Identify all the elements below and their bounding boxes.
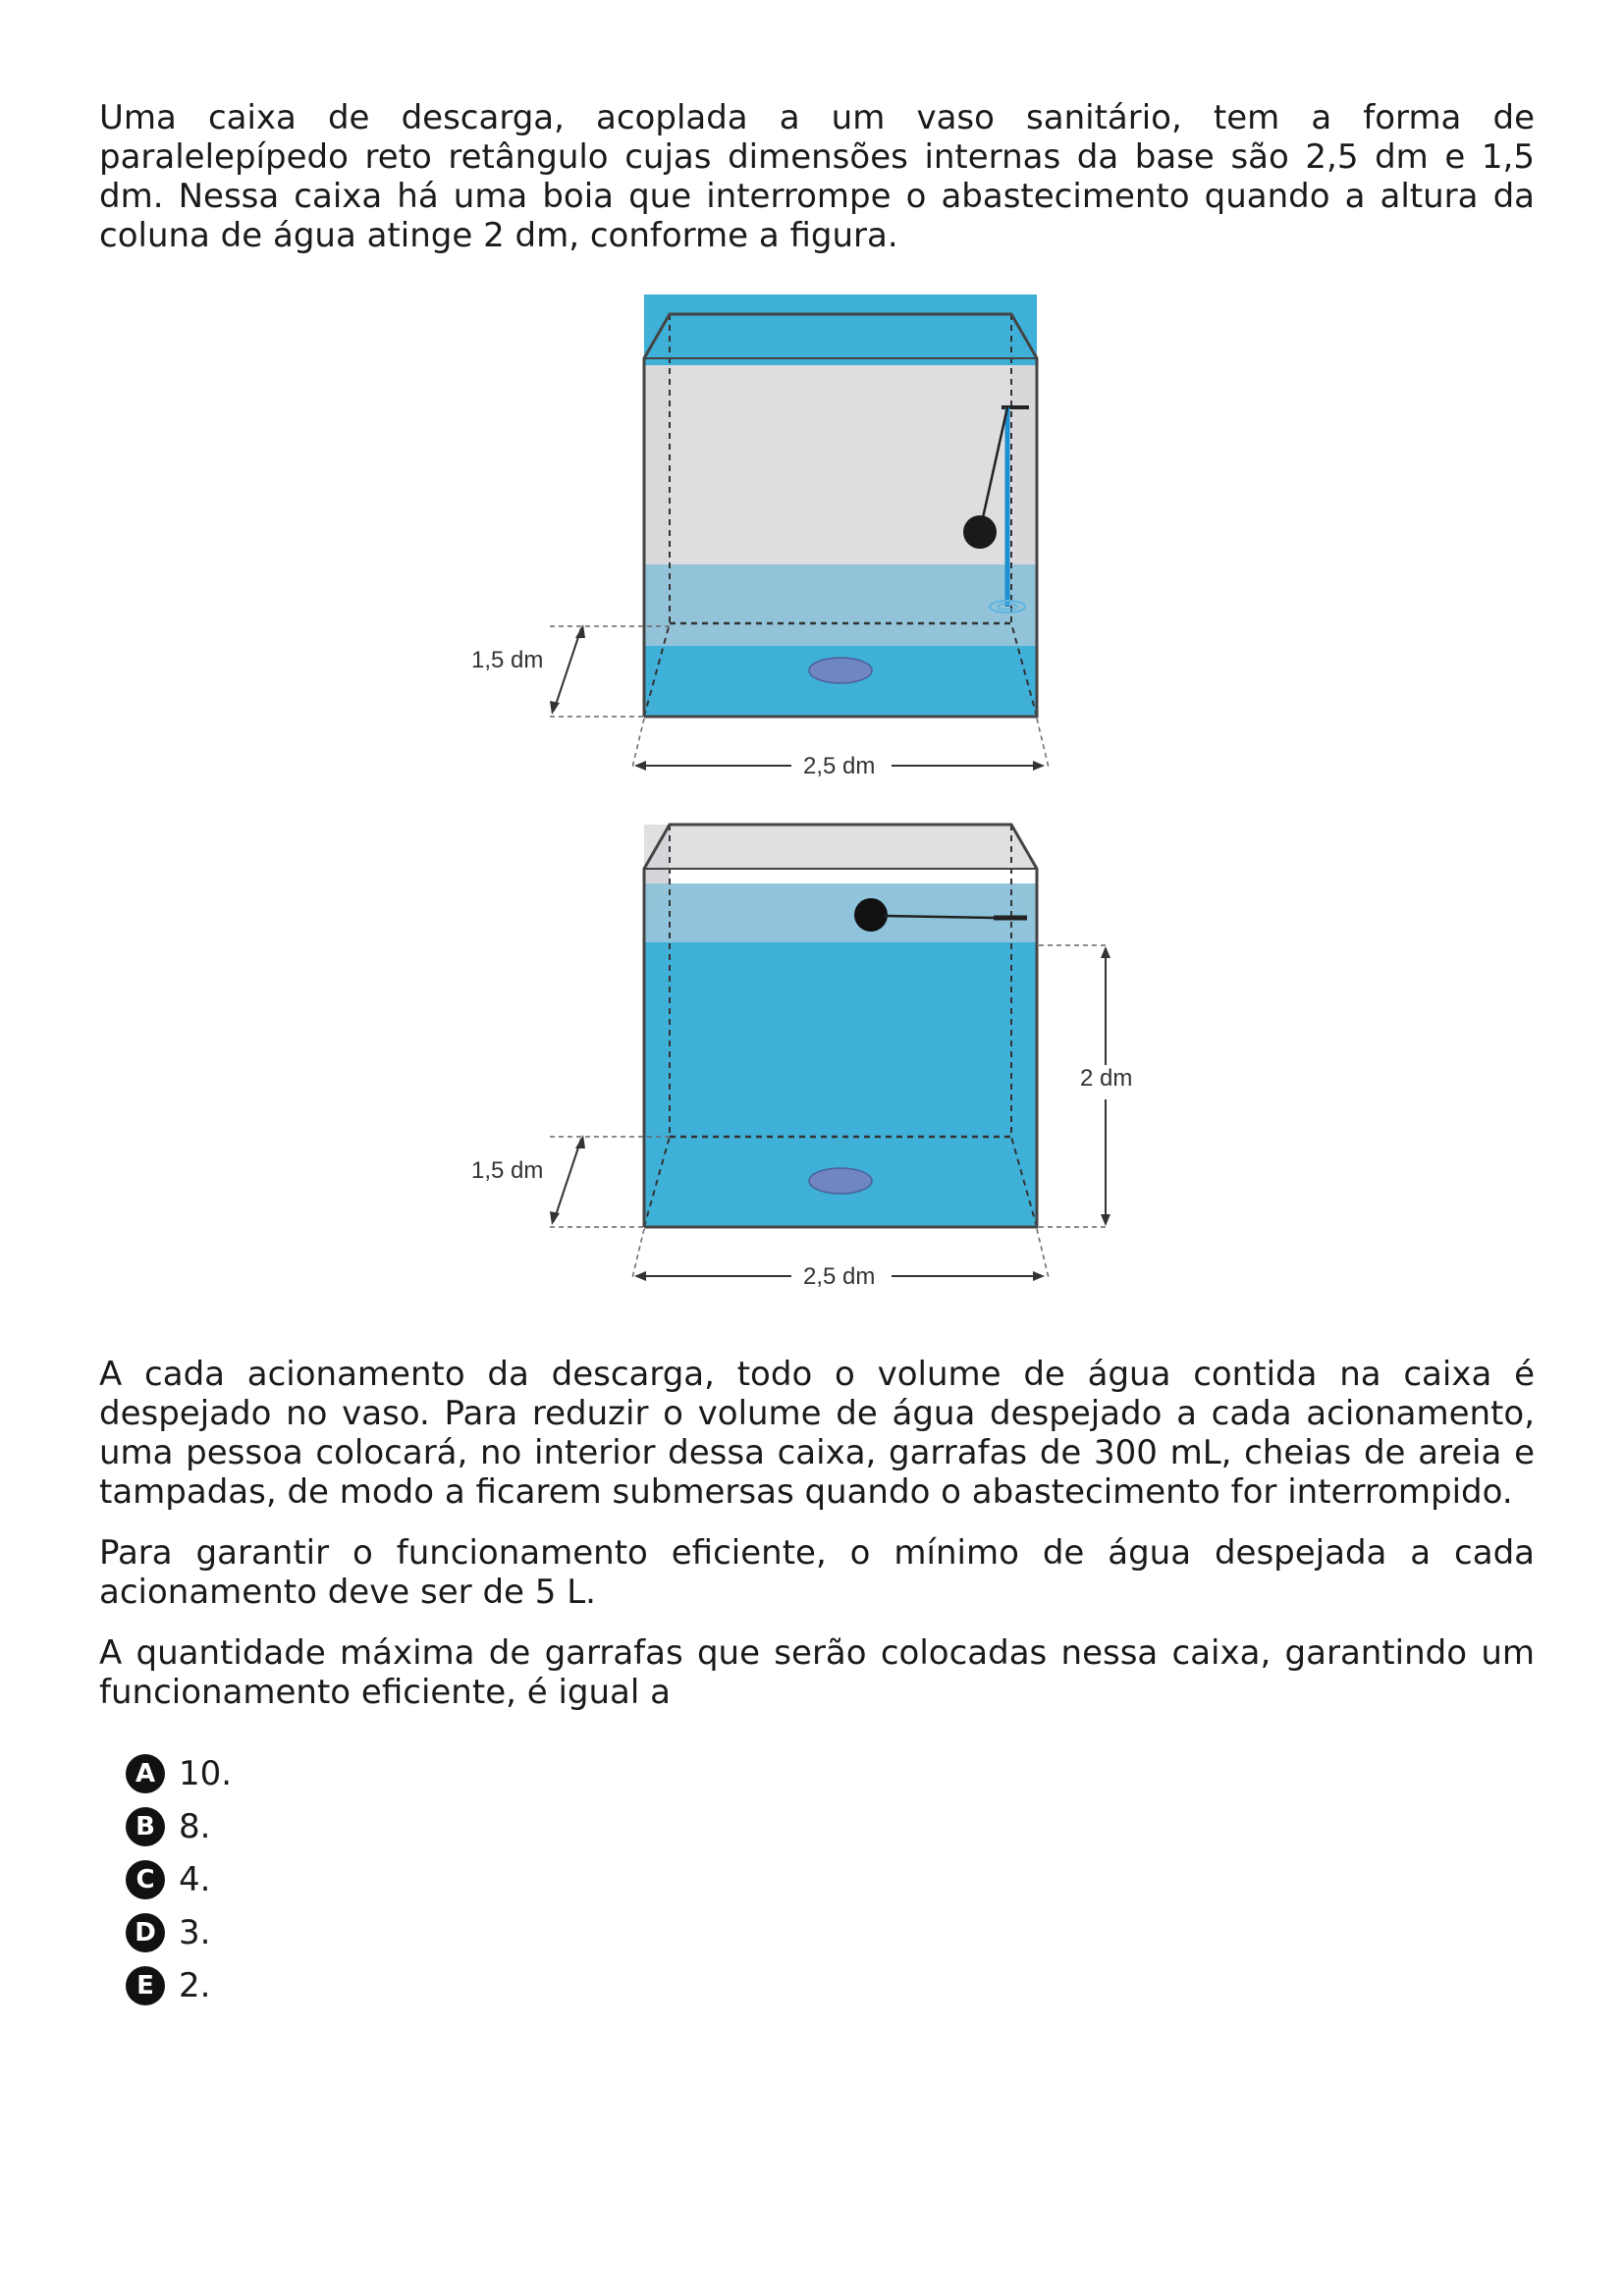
option-text: 3. xyxy=(179,1913,211,1952)
float-ball-bottom xyxy=(854,898,888,932)
depth-label-bottom: 1,5 dm xyxy=(471,1157,544,1184)
option-text: 4. xyxy=(179,1860,211,1899)
option-letter-badge: C xyxy=(126,1860,165,1899)
question-paragraph-3: Para garantir o funcionamento eficiente, o mínimo de água despejada a cada acionamento deve ser de 5 L. xyxy=(99,1533,1535,1612)
option-a[interactable] xyxy=(126,1747,232,1800)
option-d[interactable] xyxy=(126,1906,232,1959)
option-text: 8. xyxy=(179,1807,211,1846)
drain-hole xyxy=(809,1168,872,1194)
float-ball-top xyxy=(963,515,997,549)
question-stem: A quantidade máxima de garrafas que serão colocadas nessa caixa, garantindo um funcionamento eficiente, é igual a xyxy=(99,1633,1535,1712)
option-text: 10. xyxy=(179,1754,233,1793)
option-e[interactable] xyxy=(126,1959,232,2012)
width-label-bottom: 2,5 dm xyxy=(803,1263,876,1290)
water-body xyxy=(644,294,1037,365)
water-surface xyxy=(644,564,1037,646)
option-b[interactable] xyxy=(126,1800,232,1853)
tank-bottom xyxy=(471,825,1132,1290)
question-paragraph-2: A cada acionamento da descarga, todo o volume de água contida na caixa é despejado no vaso. Para reduzir o volume de água despejado a cada acionamento, uma pessoa colocará, no interior dessa caixa, garrafas de 300 mL, cheias de areia e tampadas, de modo a ficarem submersas quando o abastecimento for interrompido. xyxy=(99,1355,1535,1512)
answer-options xyxy=(126,1747,232,2012)
option-c[interactable] xyxy=(126,1853,232,1906)
depth-label-top: 1,5 dm xyxy=(471,647,544,673)
flush-tank-figure xyxy=(452,294,1159,1315)
option-letter-badge: A xyxy=(126,1754,165,1793)
tank-top xyxy=(471,294,1049,779)
option-letter-badge: B xyxy=(126,1807,165,1846)
option-letter-badge: E xyxy=(126,1966,165,2005)
option-text: 2. xyxy=(179,1966,211,2005)
drain-hole xyxy=(809,658,872,683)
height-label: 2 dm xyxy=(1080,1065,1133,1092)
question-intro: Uma caixa de descarga, acoplada a um vaso sanitário, tem a forma de paralelepípedo reto retângulo cujas dimensões internas da base são 2,5 dm e 1,5 dm. Nessa caixa há uma boia que interrompe o abastecimento quando a altura da coluna de água atinge 2 dm, conforme a figura. xyxy=(99,98,1535,255)
option-letter-badge: D xyxy=(126,1913,165,1952)
width-label-top: 2,5 dm xyxy=(803,753,876,779)
